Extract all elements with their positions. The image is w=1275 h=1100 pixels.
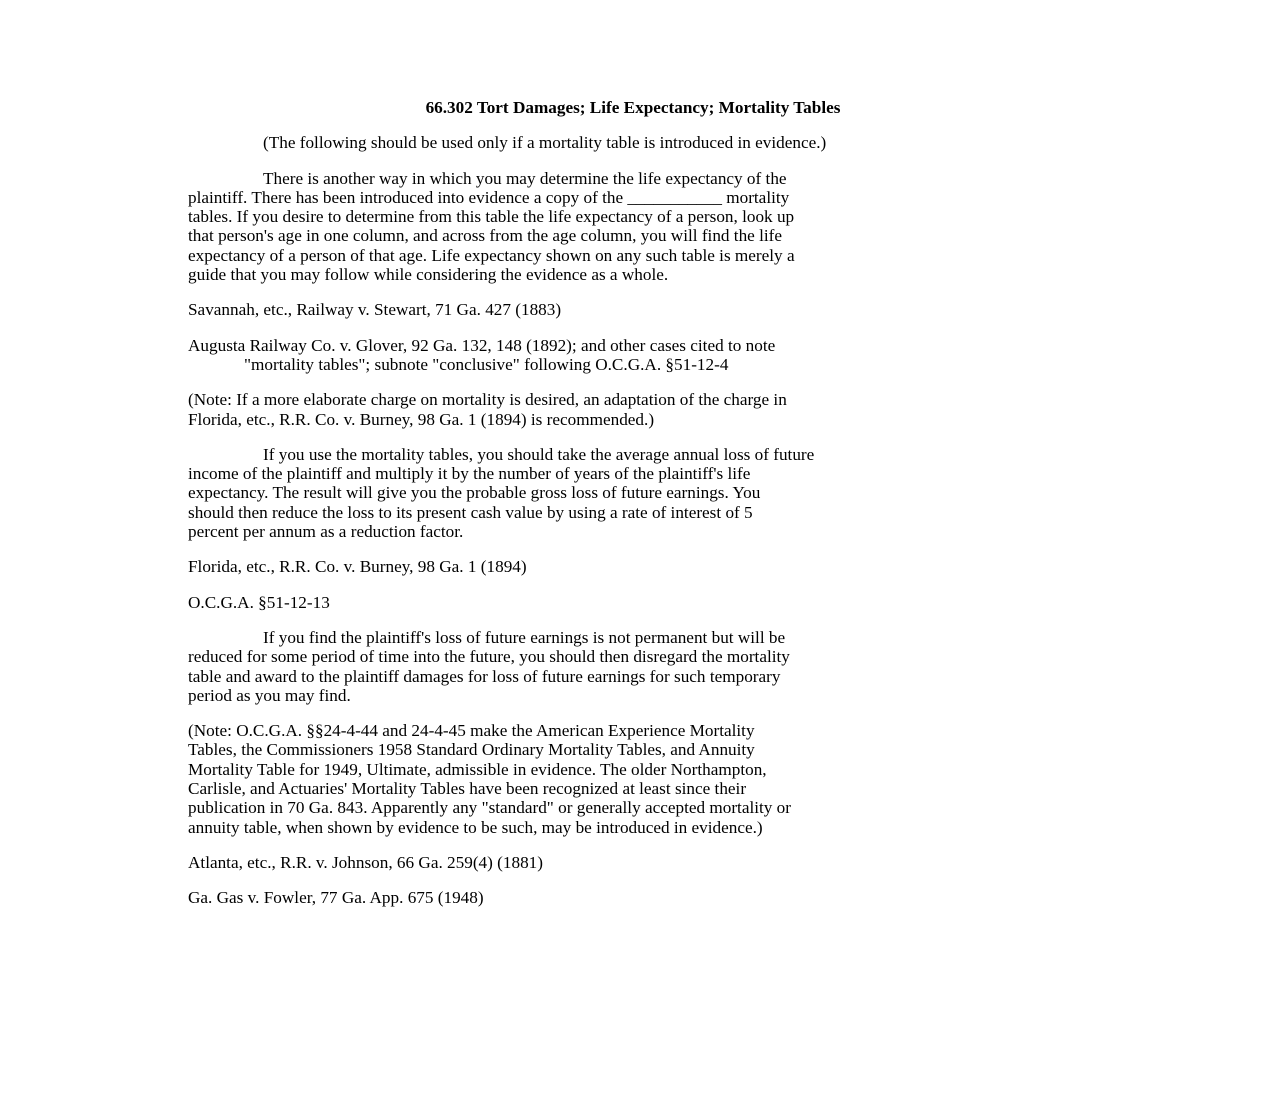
citation-savannah: Savannah, etc., Railway v. Stewart, 71 Ga. 427 (1883) [188, 300, 562, 320]
citation-florida: Florida, etc., R.R. Co. v. Burney, 98 Ga. 1 (1894) [188, 557, 527, 577]
text-line: If you find the plaintiff's loss of future earnings is not permanent but will be [263, 627, 786, 647]
text-line: Carlisle, and Actuaries' Mortality Tables have been recognized at least since their [188, 779, 747, 799]
text-line: period as you may find. [188, 685, 351, 705]
text-line: Florida, etc., R.R. Co. v. Burney, 98 Ga. 1 (1894) is recommended.) [188, 409, 655, 429]
intro-note: (The following should be used only if a mortality table is introduced in evidence.) [263, 133, 827, 153]
page-title: 66.302 Tort Damages; Life Expectancy; Mortality Tables [425, 98, 841, 117]
text-line: percent per annum as a reduction factor. [188, 522, 464, 542]
paragraph-temporary-loss [188, 628, 1078, 705]
text-line: plaintiff. There has been introduced into evidence a copy of the ___________ mortality [188, 187, 790, 207]
text-line: expectancy. The result will give you the probable gross loss of future earnings. You [188, 483, 761, 503]
text-line: (Note: If a more elaborate charge on mortality is desired, an adaptation of the charge in [188, 390, 787, 410]
text-line: (Note: O.C.G.A. §§24-4-44 and 24-4-45 make the American Experience Mortality [188, 721, 755, 741]
text-line: tables. If you desire to determine from this table the life expectancy of a person, look up [188, 207, 795, 227]
citation-ga-gas: Ga. Gas v. Fowler, 77 Ga. App. 675 (1948) [188, 888, 484, 908]
text-line: annuity table, when shown by evidence to be such, may be introduced in evidence.) [188, 817, 763, 837]
text-line: There is another way in which you may determine the life expectancy of the [263, 168, 787, 188]
text-line: guide that you may follow while considering the evidence as a whole. [188, 265, 669, 285]
text-line: "mortality tables"; subnote "conclusive" following O.C.G.A. §51-12-4 [244, 354, 729, 374]
text-line: table and award to the plaintiff damages for loss of future earnings for such temporary [188, 666, 781, 686]
citation-augusta [188, 336, 1078, 375]
text-line: reduced for some period of time into the future, you should then disregard the mortality [188, 647, 790, 667]
text-line: that person's age in one column, and across from the age column, you will find the life [188, 226, 783, 246]
note-elaborate-charge [188, 390, 1078, 429]
text-line: If you use the mortality tables, you should take the average annual loss of future [263, 444, 815, 464]
text-line: Mortality Table for 1949, Ultimate, admissible in evidence. The older Northampton, [188, 759, 767, 779]
text-line: should then reduce the loss to its present cash value by using a rate of interest of 5 [188, 502, 753, 522]
paragraph-life-expectancy [188, 169, 1078, 285]
text-line: Augusta Railway Co. v. Glover, 92 Ga. 132, 148 (1892); and other cases cited to note [188, 335, 776, 355]
document-page [188, 98, 1078, 924]
text-line: expectancy of a person of that age. Life expectancy shown on any such table is merely a [188, 245, 795, 265]
citation-atlanta: Atlanta, etc., R.R. v. Johnson, 66 Ga. 259(4) (1881) [188, 852, 543, 872]
citation-ocga-51-12-13: O.C.G.A. §51-12-13 [188, 592, 330, 612]
text-line: Tables, the Commissioners 1958 Standard Ordinary Mortality Tables, and Annuity [188, 740, 755, 760]
text-line: publication in 70 Ga. 843. Apparently any "standard" or generally accepted mortality or [188, 798, 791, 818]
text-line: income of the plaintiff and multiply it by the number of years of the plaintiff's life [188, 464, 751, 484]
paragraph-future-income [188, 445, 1078, 541]
note-mortality-tables [188, 721, 1078, 837]
